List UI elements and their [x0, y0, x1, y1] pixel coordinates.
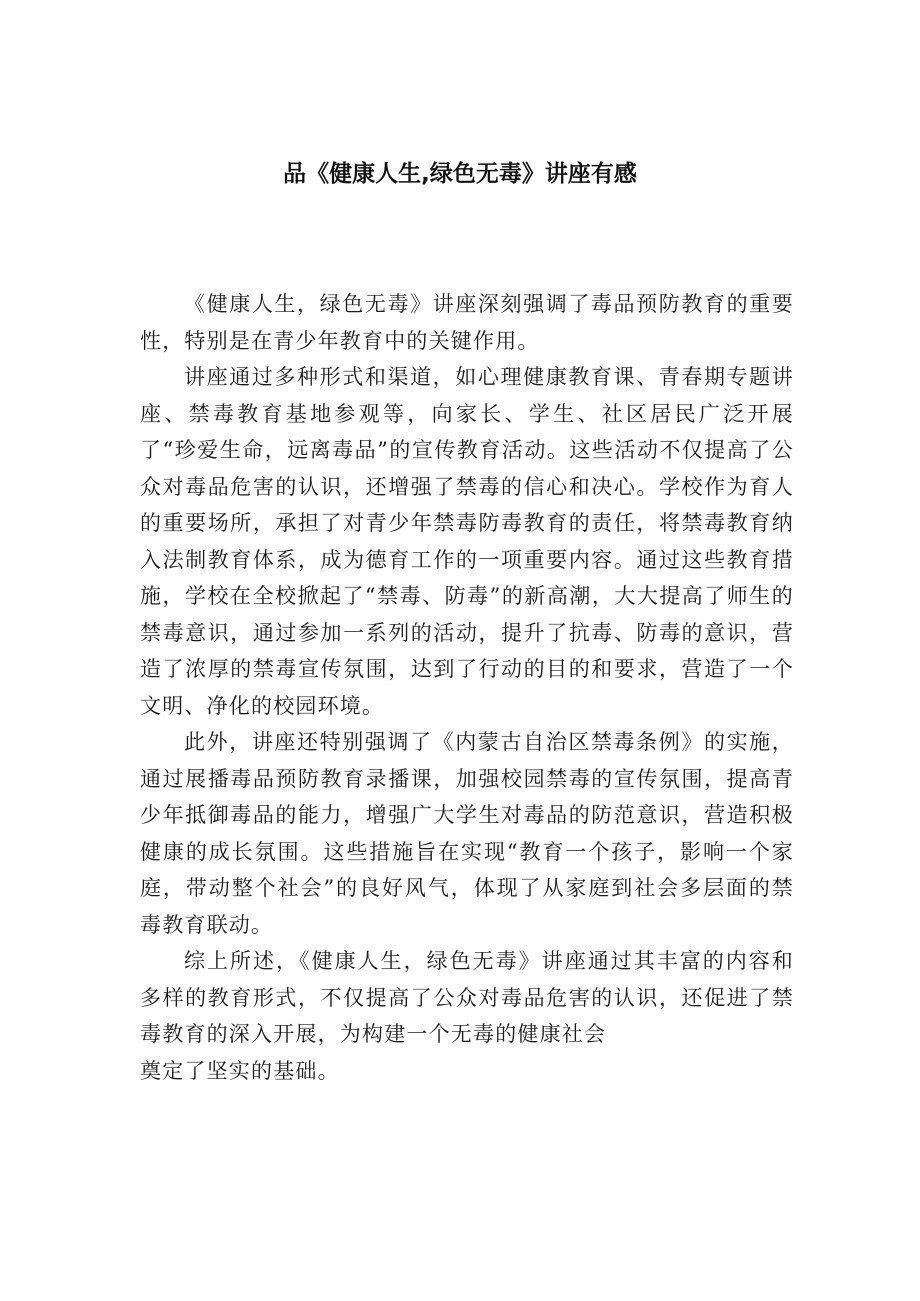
document-body: [140, 286, 794, 1089]
paragraph-4: 综上所述，《健康人生，绿色无毒》讲座通过其丰富的内容和多样的教育形式，不仅提高了公众对毒品危害的认识，还促进了禁毒教育的深入开展，为构建一个无毒的健康社会: [140, 949, 794, 1046]
paragraph-2: 讲座通过多种形式和渠道，如心理健康教育课、青春期专题讲座、禁毒教育基地参观等，向家长、学生、社区居民广泛开展了“珍爱生命，远离毒品”的宣传教育活动。这些活动不仅提高了公众对毒品危害的认识，还增强了禁毒的信心和决心。学校作为育人的重要场所，承担了对青少年禁毒防毒教育的责任，将禁毒教育纳入法制教育体系，成为德育工作的一项重要内容。通过这些教育措施，学校在全校掀起了“禁毒、防毒”的新高潮，大大提高了师生的禁毒意识，通过参加一系列的活动，提升了抗毒、防毒的意识，营造了浓厚的禁毒宣传氛围，达到了行动的目的和要求，营造了一个文明、净化的校园环境。: [140, 365, 794, 718]
document-title: 品《健康人生,绿色无毒》讲座有感: [283, 161, 637, 187]
closing-line: 奠定了坚实的基础。: [140, 1058, 340, 1083]
paragraph-1: 《健康人生，绿色无毒》讲座深刻强调了毒品预防教育的重要性，特别是在青少年教育中的关键作用。: [140, 292, 794, 353]
paragraph-3: 此外，讲座还特别强调了《内蒙古自治区禁毒条例》的实施，通过展播毒品预防教育录播课，加强校园禁毒的宣传氛围，提高青少年抵御毒品的能力，增强广大学生对毒品的防范意识，营造积极健康的成长氛围。这些措施旨在实现“教育一个孩子，影响一个家庭，带动整个社会”的良好风气，体现了从家庭到社会多层面的禁毒教育联动。: [140, 730, 794, 937]
